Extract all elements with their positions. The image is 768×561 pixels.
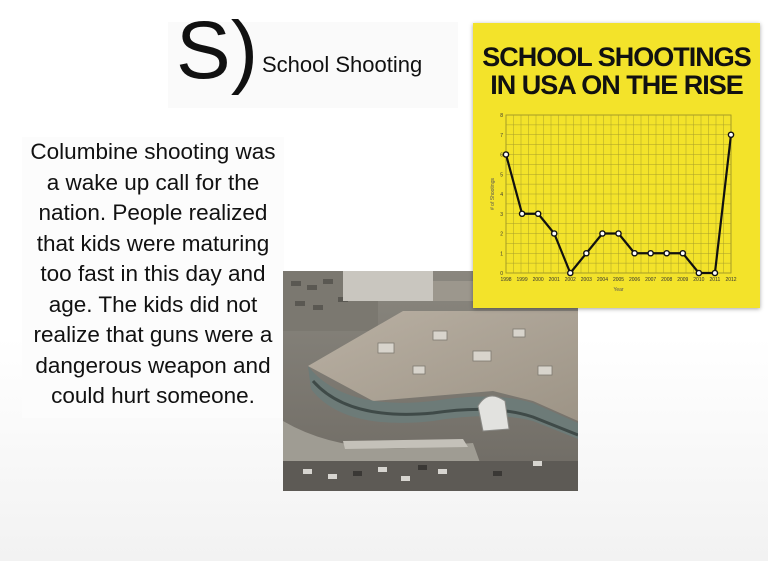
x-tick-label: 2010 [693,277,705,283]
y-tick-label: 2 [500,231,503,238]
data-point [664,251,669,256]
y-tick-label: 4 [500,192,503,198]
data-point [519,211,524,216]
x-tick-label: 2004 [596,277,608,283]
body-paragraph: Columbine shooting was a wake up call for the nation. People realized that kids were maturing too fast in this day and age. The kids did not realize that guns were a dangerous weapon and could hurt someone. [22,137,284,418]
data-point [503,152,508,157]
x-tick-label: 1999 [516,277,528,283]
y-tick-label: 8 [500,113,503,119]
line-chart [473,23,760,308]
x-tick-label: 2006 [629,277,641,283]
slide-letter: S) [176,5,258,96]
chart-title-line2: IN USA ON THE RISE [490,70,743,100]
y-tick-label: 1 [500,251,503,258]
x-tick-label: 2011 [709,277,721,283]
x-tick-label: 2003 [580,277,592,283]
y-tick-label: 5 [500,172,503,179]
x-tick-label: 2002 [564,277,576,283]
data-point [696,270,701,275]
y-tick-label: 3 [500,211,503,218]
y-tick-label: 0 [500,271,503,277]
x-tick-label: 2005 [612,277,625,283]
x-tick-label: 2001 [548,277,560,283]
chart-title-line1: SCHOOL SHOOTINGS [482,42,751,72]
data-point [552,231,557,236]
x-tick-label: 2009 [677,277,689,283]
chart-card [473,23,760,308]
y-tick-label: 6 [500,152,503,159]
data-point [728,132,733,137]
data-point [584,251,589,256]
x-tick-label: 2007 [645,277,657,283]
y-tick-label: 7 [500,132,503,139]
data-point [536,211,541,216]
x-tick-label: 2008 [661,277,673,283]
data-point [568,270,573,275]
data-point [632,251,637,256]
data-point [680,251,685,256]
data-point [648,251,653,256]
data-point [712,270,717,275]
x-tick-label: 2012 [725,277,737,283]
data-point [616,231,621,236]
x-axis-label: Year [613,287,624,293]
y-axis-label: # of Shootings [490,178,496,210]
slide-title: School Shooting [262,52,423,77]
x-tick-label: 2000 [532,277,544,283]
x-tick-label: 1998 [500,277,512,283]
data-point [600,231,605,236]
